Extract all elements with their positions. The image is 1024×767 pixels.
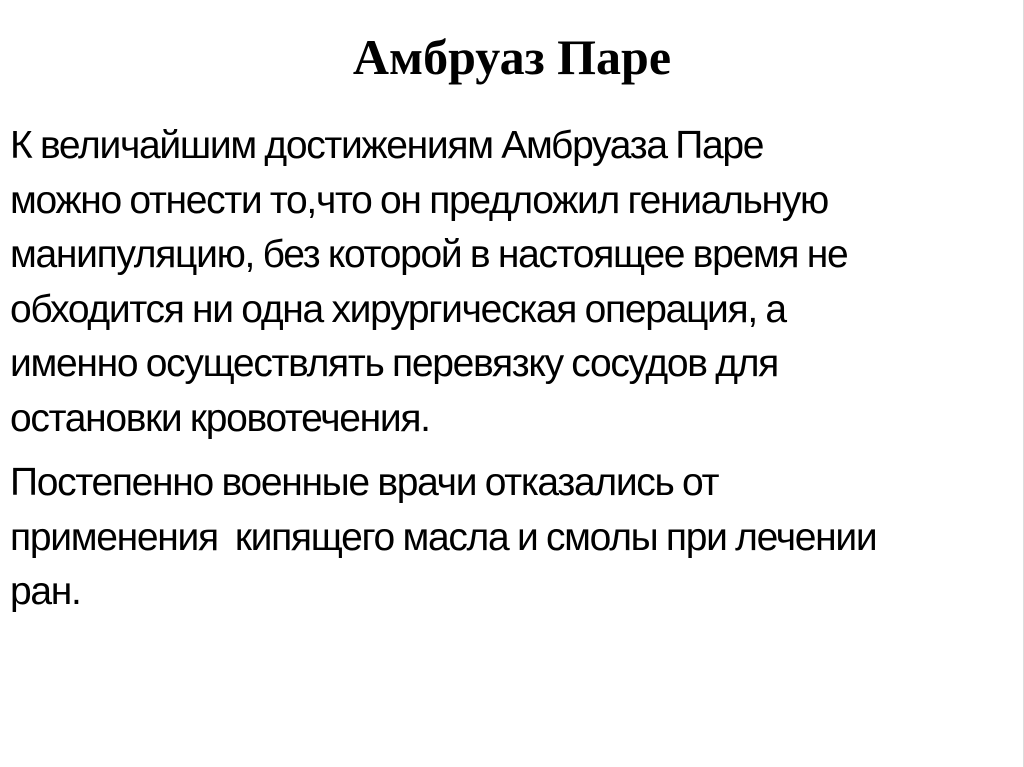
paragraph-military-doctors xyxy=(10,456,1015,620)
paragraph-achievements xyxy=(10,119,1015,446)
slide-title: Амбруаз Паре xyxy=(352,29,672,85)
text-line: манипуляцию, без которой в настоящее время не xyxy=(10,233,848,276)
slide-body xyxy=(10,119,1015,620)
text-line: обходится ни одна хирургическая операция, а xyxy=(10,287,786,331)
text-line: ран. xyxy=(10,570,81,613)
text-line: Постепенно военные врачи отказались от xyxy=(10,461,719,504)
text-line: К величайшим достижениям Амбруаза Паре xyxy=(10,124,764,167)
text-line: можно отнести то,что он предложил гениальную xyxy=(10,178,828,222)
text-line: остановки кровотечения. xyxy=(10,396,430,440)
text-line: применения кипящего масла и смолы при лечении xyxy=(10,515,877,559)
text-line: именно осуществлять перевязку сосудов для xyxy=(10,342,778,385)
